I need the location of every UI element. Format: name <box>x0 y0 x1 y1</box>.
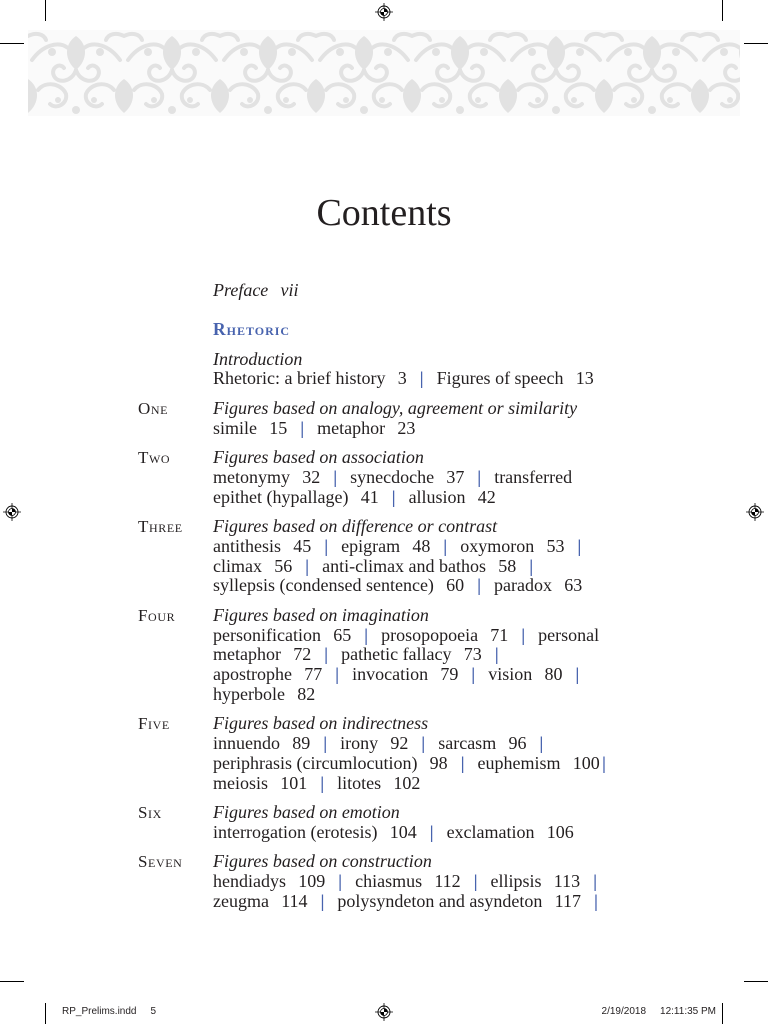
toc-part-heading <box>138 320 708 340</box>
part-title: Rhetoric <box>213 319 291 340</box>
chapter-heading: Figures based on analogy, agreement or similarity <box>213 397 578 418</box>
separator-bar: | <box>521 624 526 645</box>
toc-term: hyperbole <box>213 683 285 704</box>
crop-mark-bottom-left-vertical <box>45 1003 46 1024</box>
section-heading: Introduction <box>213 348 303 369</box>
slug-file-info <box>62 1005 156 1019</box>
toc-page-number: 104 <box>389 821 417 842</box>
toc-term: Rhetoric: a brief history <box>213 368 386 389</box>
toc-line <box>213 754 708 774</box>
separator-bar: | <box>305 555 310 576</box>
toc-page-number: 77 <box>304 664 323 685</box>
toc-chapter-entry <box>138 606 708 705</box>
toc-line <box>213 823 708 843</box>
toc-page-number: 100 <box>572 752 600 773</box>
toc-page-number: 112 <box>434 871 461 892</box>
chapter-heading: Figures based on indirectness <box>213 713 429 734</box>
toc-term: ellipsis <box>490 871 542 892</box>
chapter-entry-body <box>213 606 708 705</box>
toc-term: metaphor <box>317 417 386 438</box>
toc-page-number: 58 <box>498 555 517 576</box>
chapter-number-label: Four <box>138 605 176 625</box>
chapter-entry-body <box>213 448 708 507</box>
toc-term: metonymy <box>213 466 290 487</box>
toc-page-number: 56 <box>274 555 293 576</box>
toc-page-number: 23 <box>397 417 416 438</box>
registration-mark-top-icon <box>375 3 393 21</box>
toc-page-number: 37 <box>446 466 465 487</box>
toc-term: irony <box>340 733 379 754</box>
toc-term: oxymoron <box>460 535 535 556</box>
toc-term: antithesis <box>213 535 281 556</box>
separator-bar: | <box>421 733 426 754</box>
chapter-heading: Figures based on construction <box>213 851 432 872</box>
toc-chapter-entry <box>138 399 708 439</box>
toc-page-number: 41 <box>360 486 379 507</box>
toc-page-number: 53 <box>546 535 565 556</box>
toc-page-number: 89 <box>292 733 311 754</box>
separator-bar: | <box>593 871 598 892</box>
crop-mark-bottom-right-horizontal <box>744 981 768 982</box>
toc-page-number: 79 <box>440 664 459 685</box>
separator-bar: | <box>333 466 338 487</box>
separator-bar: | <box>324 535 329 556</box>
separator-bar: | <box>300 417 305 438</box>
chapter-number-label: Two <box>138 447 171 467</box>
ornamental-header-band <box>28 30 740 116</box>
preface-label: Preface <box>213 280 269 300</box>
toc-page-number: 72 <box>293 644 312 665</box>
toc-page-number: 106 <box>546 821 574 842</box>
toc-line <box>213 557 708 577</box>
preface-page-number: vii <box>280 280 299 300</box>
toc-line <box>213 369 708 389</box>
registration-mark-right-icon <box>746 503 764 521</box>
toc-page-number: 73 <box>463 644 482 665</box>
crop-mark-top-left-vertical <box>45 0 46 21</box>
toc-line <box>213 419 708 439</box>
toc-term: hendiadys <box>213 871 286 892</box>
separator-bar: | <box>335 664 340 685</box>
toc-term: polysyndeton and asyndeton <box>337 890 543 911</box>
toc-page-number: 117 <box>554 890 581 911</box>
toc-line <box>213 488 708 508</box>
toc-page-number: 109 <box>298 871 326 892</box>
toc-page-number: 15 <box>269 417 288 438</box>
slug-time: 12:11:35 PM <box>660 1006 716 1017</box>
separator-bar: | <box>471 664 476 685</box>
page-title: Contents <box>316 192 452 234</box>
toc-term: meiosis <box>213 772 269 793</box>
separator-bar: | <box>575 664 580 685</box>
chapter-heading: Figures based on imagination <box>213 604 429 625</box>
toc-page-number: 13 <box>575 368 594 389</box>
separator-bar: | <box>391 486 396 507</box>
toc-term: metaphor <box>213 644 281 665</box>
toc-term: transferred <box>494 466 573 487</box>
chapter-number-label: Seven <box>138 852 183 872</box>
crop-mark-bottom-right-vertical <box>722 1003 723 1024</box>
separator-bar: | <box>429 821 434 842</box>
toc-page-number: 3 <box>397 368 407 389</box>
chapter-number-label: Six <box>138 803 162 823</box>
chapter-entry-body <box>213 714 708 793</box>
toc-page-number: 98 <box>429 752 448 773</box>
toc-page-number: 82 <box>297 683 316 704</box>
toc-line <box>213 320 708 340</box>
toc-term: zeugma <box>213 890 269 911</box>
toc-line <box>213 774 708 794</box>
chapter-number-label: Five <box>138 714 170 734</box>
toc-entry-body <box>213 281 708 301</box>
toc-term: Figures of speech <box>436 368 564 389</box>
separator-bar: | <box>320 890 325 911</box>
toc-term: periphrasis (circumlocution) <box>213 752 418 773</box>
chapter-entry-body <box>213 517 708 596</box>
separator-bar: | <box>593 890 598 911</box>
toc-term: litotes <box>337 772 382 793</box>
toc-term: pathetic fallacy <box>341 644 452 665</box>
toc-page-number: 102 <box>393 772 421 793</box>
slug-page-number: 5 <box>150 1006 157 1017</box>
toc-chapter-entry <box>138 517 708 596</box>
slug-timestamp <box>602 1005 716 1019</box>
chapter-entry-body <box>213 803 708 843</box>
toc-term: euphemism <box>477 752 561 773</box>
chapter-number-label: Three <box>138 516 183 536</box>
toc-page-number: 65 <box>333 624 352 645</box>
toc-entry-body <box>213 320 708 340</box>
toc-term: apostrophe <box>213 664 292 685</box>
toc-chapter-entry <box>138 714 708 793</box>
toc-term: prosopopoeia <box>381 624 479 645</box>
toc-page-number: 63 <box>564 575 583 596</box>
chapter-entry-body <box>213 852 708 911</box>
toc-chapter-entry <box>138 852 708 911</box>
toc-term: syllepsis (condensed sentence) <box>213 575 434 596</box>
crop-mark-top-left-horizontal <box>0 43 24 44</box>
toc-term: anti-climax and bathos <box>322 555 487 576</box>
separator-bar: | <box>324 644 329 665</box>
separator-bar: | <box>323 733 328 754</box>
toc-page-number: 113 <box>553 871 581 892</box>
toc-term: paradox <box>494 575 553 596</box>
crop-mark-top-right-vertical <box>722 0 723 21</box>
toc-page-number: 45 <box>293 535 312 556</box>
toc-entry-body <box>213 350 708 390</box>
separator-bar: | <box>577 535 582 556</box>
toc-term: simile <box>213 417 257 438</box>
toc-line <box>213 537 708 557</box>
chapter-heading: Figures based on difference or contrast <box>213 515 498 536</box>
chapter-number-label: One <box>138 398 169 418</box>
toc-line <box>213 685 708 705</box>
toc-page-number: 42 <box>477 486 496 507</box>
toc-page-number: 80 <box>544 664 563 685</box>
separator-bar: | <box>601 752 606 773</box>
toc-line <box>213 468 708 488</box>
toc-term: vision <box>488 664 533 685</box>
toc-page-number: 48 <box>412 535 431 556</box>
toc-term: synecdoche <box>350 466 435 487</box>
crop-mark-bottom-left-horizontal <box>0 981 24 982</box>
separator-bar: | <box>364 624 369 645</box>
separator-bar: | <box>338 871 343 892</box>
toc-line <box>213 576 708 596</box>
toc-line <box>213 665 708 685</box>
toc-line <box>213 645 708 665</box>
separator-bar: | <box>477 466 482 487</box>
separator-bar: | <box>443 535 448 556</box>
toc-term: chiasmus <box>355 871 423 892</box>
toc-page-number: 60 <box>446 575 465 596</box>
toc-term: invocation <box>352 664 429 685</box>
registration-mark-left-icon <box>3 503 21 521</box>
slug-file-name: RP_Prelims.indd <box>62 1006 137 1017</box>
chapter-heading: Figures based on emotion <box>213 802 400 823</box>
toc-introduction-entry <box>138 350 708 390</box>
separator-bar: | <box>539 733 544 754</box>
toc-page-number: 96 <box>508 733 527 754</box>
toc-page-number: 32 <box>302 466 321 487</box>
chapter-heading: Figures based on association <box>213 446 424 467</box>
toc-term: epithet (hypallage) <box>213 486 349 507</box>
toc-term: personal <box>538 624 600 645</box>
crop-mark-top-right-horizontal <box>744 43 768 44</box>
toc-term: interrogation (erotesis) <box>213 821 378 842</box>
toc-page-number: 114 <box>281 890 308 911</box>
toc-term: epigram <box>341 535 401 556</box>
toc-preface-entry <box>138 281 708 301</box>
slug-date: 2/19/2018 <box>601 1006 647 1017</box>
separator-bar: | <box>473 871 478 892</box>
toc-chapter-entry <box>138 803 708 843</box>
toc-term: sarcasm <box>438 733 497 754</box>
toc-term: innuendo <box>213 733 280 754</box>
separator-bar: | <box>320 772 325 793</box>
separator-bar: | <box>477 575 482 596</box>
toc-page-number: 71 <box>490 624 509 645</box>
toc-line <box>213 734 708 754</box>
chapter-entry-body <box>213 399 708 439</box>
toc-line <box>213 281 708 301</box>
toc-chapter-entry <box>138 448 708 507</box>
toc-term: personification <box>213 624 321 645</box>
separator-bar: | <box>494 644 499 665</box>
toc-page-number: 101 <box>280 772 308 793</box>
toc-term: exclamation <box>446 821 535 842</box>
toc-term: allusion <box>408 486 466 507</box>
separator-bar: | <box>419 368 424 389</box>
toc-line <box>213 892 708 912</box>
toc-term: climax <box>213 555 262 576</box>
table-of-contents <box>138 281 708 912</box>
separator-bar: | <box>460 752 465 773</box>
toc-line <box>213 626 708 646</box>
toc-page-number: 92 <box>390 733 409 754</box>
separator-bar: | <box>529 555 534 576</box>
registration-mark-bottom-icon <box>375 1003 393 1021</box>
toc-line <box>213 872 708 892</box>
